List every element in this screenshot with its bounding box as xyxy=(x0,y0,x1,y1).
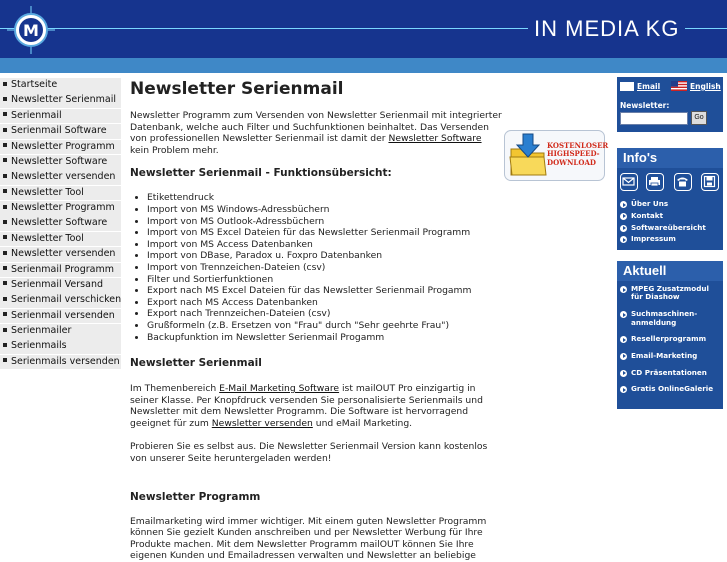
feature-item: • Backupfunktion im Newsletter Serienmail Progamm xyxy=(147,332,502,344)
email-marketing-software-link[interactable]: E-Mail Marketing Software xyxy=(219,383,340,395)
nav-item-label: Newsletter Tool xyxy=(11,186,84,198)
english-link[interactable]: English xyxy=(671,81,721,92)
newsletter-software-link[interactable]: Newsletter Software xyxy=(388,133,482,145)
infos-link[interactable] xyxy=(620,235,706,243)
newsletter-versenden-link[interactable]: Newsletter versenden xyxy=(211,417,313,429)
nav-item[interactable] xyxy=(0,263,121,278)
aktuell-link[interactable] xyxy=(620,385,723,393)
download-text: KOSTENLOSER HIGHSPEED- DOWNLOAD xyxy=(547,141,609,167)
page-title: Newsletter Serienmail xyxy=(130,79,344,99)
intro-paragraph: Newsletter Programm zum Versenden von Newsletter Serienmail mit integrierter Datenbank, welche auch Filter und Suchfunktionen beinhaltet. Das Versenden von professionellen Newsletter Serienmail ist damit der Newsletter Software kein Problem mehr. xyxy=(130,110,502,156)
bullet-square-icon xyxy=(3,266,7,270)
nav-item[interactable] xyxy=(0,170,121,185)
aktuell-link[interactable] xyxy=(620,352,723,360)
nav-item-label: Serienmails xyxy=(11,340,67,352)
nav-item-label: Serienmail Versand xyxy=(11,278,103,290)
nav-item-label: Serienmail versenden xyxy=(11,309,115,321)
nav-item-label: Newsletter Serienmail xyxy=(11,94,117,106)
header-banner xyxy=(0,0,727,58)
feature-item: • Export nach MS Excel Dateien für das Newsletter Serienmail Progamm xyxy=(147,285,502,297)
features-heading: Newsletter Serienmail - Funktionsübersicht: xyxy=(130,167,392,180)
save-tool-icon[interactable] xyxy=(701,173,719,191)
arrow-bullet-icon xyxy=(620,370,627,377)
feature-item: • Etikettendruck xyxy=(147,192,502,204)
newsletter-go-button[interactable]: Go xyxy=(691,111,707,125)
nav-item-label: Startseite xyxy=(11,79,58,90)
themen-paragraph: Im Themenbereich E-Mail Marketing Software ist mailOUT Pro einzigartig in seiner Klasse. Per Knopfdruck versenden Sie personalisierte Serienmails und Newsletter mit dem Newsletter Programm. Die Software ist hervorragend geeignet für zum Newsletter versenden und eMail Marketing. xyxy=(130,383,483,429)
infos-panel xyxy=(617,148,723,250)
arrow-bullet-icon xyxy=(620,353,627,360)
newsletter-panel xyxy=(617,77,723,132)
aktuell-link-label: CD Präsentationen xyxy=(631,367,707,377)
us-flag-icon xyxy=(671,81,687,91)
email-link[interactable]: Email xyxy=(620,81,660,92)
infos-link[interactable] xyxy=(620,212,706,220)
feature-item: • Export nach Trennzeichen-Dateien (csv) xyxy=(147,308,502,320)
download-badge[interactable] xyxy=(504,130,609,181)
bullet-square-icon xyxy=(3,358,7,362)
bullet-square-icon xyxy=(3,97,7,101)
logo-m-icon[interactable] xyxy=(7,6,55,54)
infos-title: Info's xyxy=(617,148,723,168)
infos-link-label: Kontakt xyxy=(631,210,663,220)
nav-item-label: Serienmails versenden xyxy=(11,355,120,367)
feature-item: • Import von MS Excel Dateien für das Newsletter Serienmail Programm xyxy=(147,227,502,239)
nav-item-label: Serienmail xyxy=(11,109,62,121)
infos-links xyxy=(620,200,706,247)
nav-item[interactable] xyxy=(0,324,121,339)
infos-link-label: Softwareübersicht xyxy=(631,222,706,232)
bullet-square-icon xyxy=(3,128,7,132)
nav-item[interactable] xyxy=(0,78,121,93)
nav-item-label: Serienmail verschicken xyxy=(11,294,122,306)
feature-item: • Grußformeln (z.B. Ersetzen von "Frau" durch "Sehr geehrte Frau") xyxy=(147,320,502,332)
nav-item[interactable] xyxy=(0,140,121,155)
section-heading-programm: Newsletter Programm xyxy=(130,490,261,503)
aktuell-link-label: Resellerprogramm xyxy=(631,334,707,344)
feature-list xyxy=(130,192,502,343)
newsletter-label: Newsletter: xyxy=(620,101,670,110)
feature-item: • Import von MS Access Datenbanken xyxy=(147,239,502,251)
nav-item[interactable] xyxy=(0,109,121,124)
nav-item-label: Newsletter Programm xyxy=(11,140,115,152)
arrow-bullet-icon xyxy=(620,386,627,393)
aktuell-link-label: Gratis OnlineGalerie xyxy=(631,384,714,394)
bullet-square-icon xyxy=(3,312,7,316)
brand-name: IN MEDIA KG xyxy=(528,14,685,44)
bullet-square-icon xyxy=(3,251,7,255)
bullet-square-icon xyxy=(3,297,7,301)
nav-item[interactable] xyxy=(0,309,121,324)
folder-download-icon xyxy=(508,133,548,177)
infos-link-label: Impressum xyxy=(631,234,676,244)
infos-link[interactable] xyxy=(620,200,706,208)
bullet-square-icon xyxy=(3,343,7,347)
arrow-bullet-icon xyxy=(620,336,627,343)
aktuell-link[interactable] xyxy=(620,335,723,343)
phone-tool-icon[interactable] xyxy=(674,173,692,191)
bullet-square-icon xyxy=(3,112,7,116)
bullet-square-icon xyxy=(3,220,7,224)
tool-icons xyxy=(620,173,720,195)
arrow-bullet-icon xyxy=(620,286,627,293)
feature-item: • Import von MS Outlook-Adressbüchern xyxy=(147,216,502,228)
arrow-bullet-icon xyxy=(620,236,627,243)
nav-item-label: Newsletter Software xyxy=(11,155,108,167)
left-nav xyxy=(0,78,121,370)
nav-item[interactable] xyxy=(0,124,121,139)
main-content xyxy=(130,78,502,562)
nav-item-label: Newsletter Programm xyxy=(11,202,115,213)
bullet-square-icon xyxy=(3,82,7,86)
nav-item[interactable] xyxy=(0,216,121,231)
nav-item-label: Newsletter versenden xyxy=(11,171,116,183)
feature-item: • Import von MS Windows-Adressbüchern xyxy=(147,204,502,216)
bullet-square-icon xyxy=(3,174,7,178)
section-heading-serienmail: Newsletter Serienmail xyxy=(130,357,262,370)
programm-paragraph: Emailmarketing wird immer wichtiger. Mit einem guten Newsletter Programm können Sie gezielt Kunden anschreiben und per Newsletter Werbung für Ihre Produkte machen. Mit dem Newsletter Programm mailOUT können Sie Ihre eigenen Kunden und Emailadressen verwalten und Newsletter an beliebige xyxy=(130,515,487,562)
bullet-square-icon xyxy=(3,205,7,209)
bullet-square-icon xyxy=(3,189,7,193)
nav-item[interactable] xyxy=(0,293,121,308)
print-tool-icon[interactable] xyxy=(646,173,664,191)
try-it-paragraph: Probieren Sie es selbst aus. Die Newsletter Serienmail Version kann kostenlos von unserer Seite heruntergeladen werden! xyxy=(130,441,488,465)
aktuell-panel xyxy=(617,261,723,409)
bullet-square-icon xyxy=(3,328,7,332)
nav-item[interactable] xyxy=(0,155,121,170)
bullet-square-icon xyxy=(3,158,7,162)
feature-item: • Import von Trennzeichen-Dateien (csv) xyxy=(147,262,502,274)
nav-item-label: Serienmail Programm xyxy=(11,263,114,275)
feature-item: • Filter und Sortierfunktionen xyxy=(147,274,502,286)
nav-item-label: Serienmail Software xyxy=(11,125,107,137)
nav-item-label: Serienmailer xyxy=(11,325,72,336)
nav-item-label: Newsletter versenden xyxy=(11,248,116,260)
aktuell-link-label: Suchmaschinen-anmeldung xyxy=(631,309,698,327)
infos-link-label: Über Uns xyxy=(631,199,669,208)
newsletter-email-input[interactable] xyxy=(620,112,688,125)
nav-item-label: Newsletter Software xyxy=(11,217,108,229)
aktuell-link-label: Email-Marketing xyxy=(631,350,698,360)
aktuell-links xyxy=(620,285,723,402)
aktuell-link[interactable] xyxy=(620,310,723,327)
nav-item[interactable] xyxy=(0,339,121,354)
nav-item[interactable] xyxy=(0,186,121,201)
bullet-square-icon xyxy=(3,235,7,239)
nav-item[interactable] xyxy=(0,201,121,216)
aktuell-link-label: MPEG Zusatzmodul für Diashow xyxy=(631,284,709,302)
nav-item[interactable] xyxy=(0,247,121,262)
nav-item[interactable] xyxy=(0,232,121,247)
mail-icon xyxy=(620,82,634,91)
arrow-bullet-icon xyxy=(620,201,627,208)
arrow-bullet-icon xyxy=(620,225,627,232)
bullet-square-icon xyxy=(3,143,7,147)
nav-item[interactable] xyxy=(0,278,121,293)
aktuell-title: Aktuell xyxy=(617,261,723,281)
mail-tool-icon[interactable] xyxy=(620,173,638,191)
nav-item-label: Newsletter Tool xyxy=(11,232,84,244)
arrow-bullet-icon xyxy=(620,213,627,220)
feature-item: • Import von DBase, Paradox u. Foxpro Datenbanken xyxy=(147,250,502,262)
feature-item: • Export nach MS Access Datenbanken xyxy=(147,297,502,309)
nav-item[interactable] xyxy=(0,355,121,370)
header-stripe xyxy=(0,58,727,73)
bullet-square-icon xyxy=(3,281,7,285)
infos-link[interactable] xyxy=(620,224,706,232)
arrow-bullet-icon xyxy=(620,311,627,318)
svg-text:M: M xyxy=(23,21,39,40)
aktuell-link[interactable] xyxy=(620,369,723,377)
nav-item[interactable] xyxy=(0,93,121,108)
aktuell-link[interactable] xyxy=(620,285,723,302)
